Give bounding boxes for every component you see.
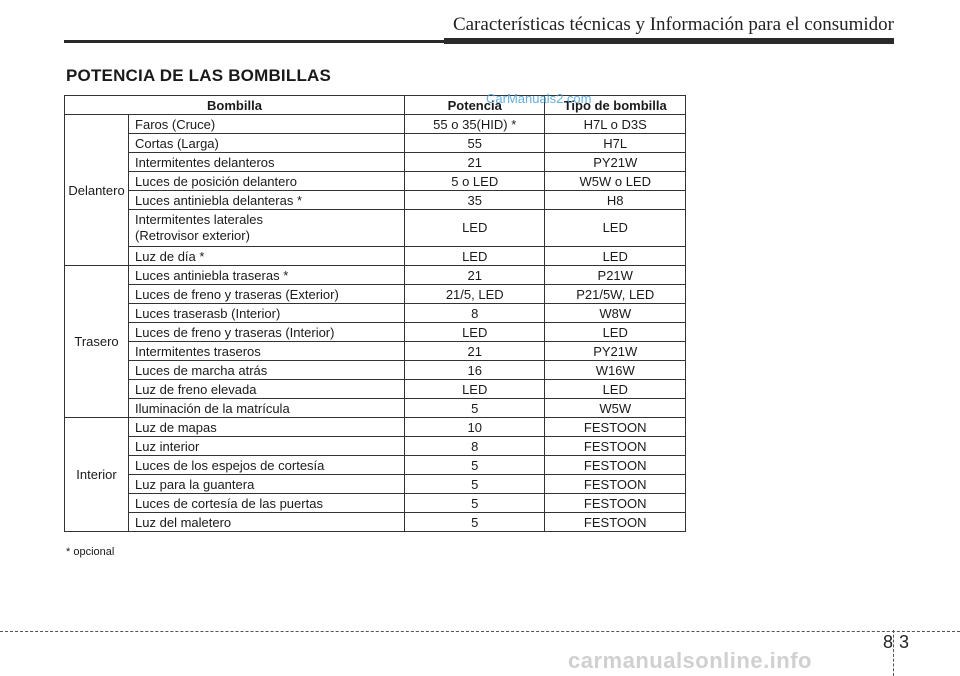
bulb-power: 21 [404,342,544,361]
bulb-power: 5 [404,494,544,513]
bulb-type: FESTOON [545,456,686,475]
bulb-power: LED [404,323,544,342]
table-row [65,399,686,418]
bulb-name: Luces de cortesía de las puertas [129,494,405,513]
table-row [65,153,686,172]
table-row [65,210,686,247]
page-number: 3 [899,632,910,652]
bulb-type: PY21W [545,342,686,361]
bulb-type: LED [545,247,686,266]
header-rule-thick [444,38,894,44]
bulb-power: 5 [404,399,544,418]
bulb-name: Iluminación de la matrícula [129,399,405,418]
bulb-name-line: (Retrovisor exterior) [135,228,250,243]
watermark-top: CarManuals2.com [486,91,592,106]
bulb-power: 21 [404,153,544,172]
table-row [65,247,686,266]
bulb-type: FESTOON [545,475,686,494]
table-row [65,437,686,456]
table-row [65,361,686,380]
bulb-table-body [65,115,686,532]
bulb-name: Luz interior [129,437,405,456]
bulb-power: 5 [404,475,544,494]
bulb-power: 5 o LED [404,172,544,191]
bulb-type: W5W [545,399,686,418]
bulb-type: W5W o LED [545,172,686,191]
bulb-type: FESTOON [545,418,686,437]
bulb-name: Luces de marcha atrás [129,361,405,380]
bulb-name: Faros (Cruce) [129,115,405,134]
bulb-name: Luces antiniebla delanteras * [129,191,405,210]
page-number-separator [893,630,894,676]
bulb-type: PY21W [545,153,686,172]
footer-rule [0,631,960,632]
bulb-power: 8 [404,304,544,323]
bulb-power: LED [404,247,544,266]
bulb-power: 55 [404,134,544,153]
bulb-type: H7L [545,134,686,153]
table-row [65,513,686,532]
bulb-name: Luz para la guantera [129,475,405,494]
watermark-bottom: carmanualsonline.info [568,648,812,673]
bulb-name: Luces traserasb (Interior) [129,304,405,323]
table-row [65,304,686,323]
footnote: * opcional [66,546,115,558]
bulb-type: H7L o D3S [545,115,686,134]
group-label: Trasero [65,266,129,418]
bulb-power: 8 [404,437,544,456]
bulb-name: Luces de posición delantero [129,172,405,191]
table-row [65,380,686,399]
table-row [65,266,686,285]
bulb-power: 55 o 35(HID) * [404,115,544,134]
bulb-type: LED [545,323,686,342]
bulb-name: Luces de freno y traseras (Interior) [129,323,405,342]
bulb-power: 5 [404,456,544,475]
table-row [65,475,686,494]
bulb-name-line: Intermitentes laterales [135,212,263,227]
table-row [65,134,686,153]
table-row [65,342,686,361]
bulb-power: 35 [404,191,544,210]
chapter-number: 8 [883,632,894,652]
bulb-type: LED [545,210,686,247]
bulb-power: 10 [404,418,544,437]
table-row [65,191,686,210]
table-header-row [65,96,686,115]
running-header: Características técnicas y Información para el consumidor [452,14,894,35]
bulb-power: 5 [404,513,544,532]
bulb-name: Cortas (Larga) [129,134,405,153]
bulb-type: H8 [545,191,686,210]
bulb-name: Luz de mapas [129,418,405,437]
group-label: Delantero [65,115,129,266]
bulb-name: Luces de los espejos de cortesía [129,456,405,475]
bulb-power: LED [404,210,544,247]
header-bulb: Bombilla [65,96,405,115]
bulb-type: W16W [545,361,686,380]
table-row [65,115,686,134]
bulb-type: LED [545,380,686,399]
table-row [65,172,686,191]
bulb-name: Luz del maletero [129,513,405,532]
bulb-power: 16 [404,361,544,380]
bulb-power: 21/5, LED [404,285,544,304]
bulb-type: W8W [545,304,686,323]
header-power: Potencia [404,96,544,115]
bulb-type: P21/5W, LED [545,285,686,304]
bulb-name: Intermitentes traseros [129,342,405,361]
bulb-name: Intermitentes delanteros [129,153,405,172]
bulb-name: Luces antiniebla traseras * [129,266,405,285]
bulb-table [64,95,686,532]
bulb-type: P21W [545,266,686,285]
bulb-type: FESTOON [545,494,686,513]
group-label: Interior [65,418,129,532]
table-row [65,323,686,342]
bulb-power: 21 [404,266,544,285]
section-title: POTENCIA DE LAS BOMBILLAS [66,66,332,85]
table-row [65,494,686,513]
table-row [65,418,686,437]
bulb-type: FESTOON [545,513,686,532]
bulb-name [129,210,405,247]
bulb-name: Luces de freno y traseras (Exterior) [129,285,405,304]
bulb-power: LED [404,380,544,399]
bulb-type: FESTOON [545,437,686,456]
header-type: Tipo de bombilla [545,96,686,115]
table-row [65,456,686,475]
bulb-name: Luz de freno elevada [129,380,405,399]
bulb-name: Luz de día * [129,247,405,266]
table-row [65,285,686,304]
